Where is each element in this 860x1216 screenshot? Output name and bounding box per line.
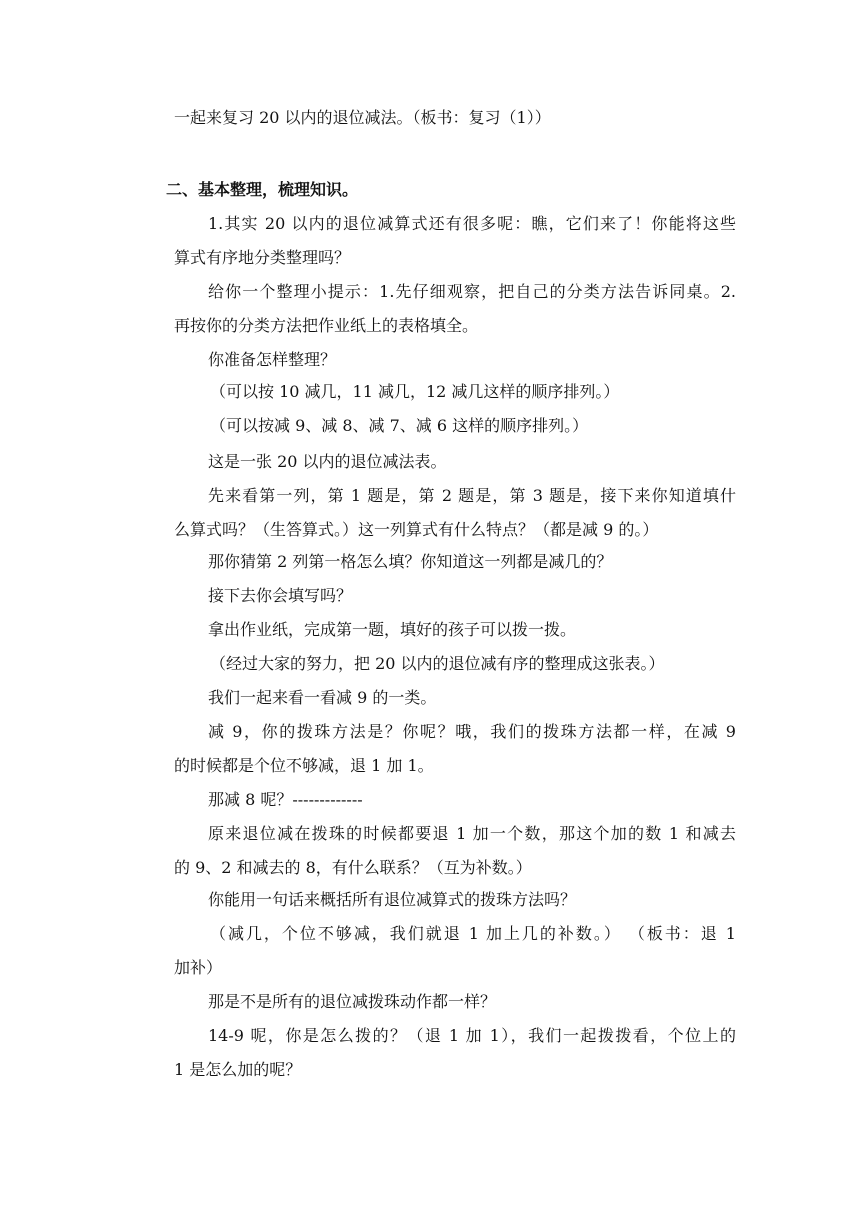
paragraph-line: 我们一起来看一看减 9 的一类。 — [208, 688, 437, 707]
paragraph-line: 给你一个整理小提示：1.先仔细观察，把自己的分类方法告诉同桌。2. — [208, 282, 736, 301]
paragraph-line: 那减 8 呢？------------- — [208, 790, 363, 809]
paragraph-line: 14-9 呢，你是怎么拨的？（退 1 加 1），我们一起拨拨看，个位上的 — [208, 1026, 736, 1045]
paragraph-line: 减 9，你的拨珠方法是？你呢？哦，我们的拨珠方法都一样，在减 9 — [208, 722, 736, 741]
paragraph-line: 接下去你会填写吗？ — [208, 586, 353, 605]
paragraph-line: 的时候都是个位不够减，退 1 加 1。 — [174, 756, 434, 775]
paragraph-line: 这是一张 20 以内的退位减法表。 — [208, 452, 447, 471]
section-heading: 二、基本整理，梳理知识。 — [166, 180, 359, 199]
paragraph-line: 那你猜第 2 列第一格怎么填？你知道这一列都是减几的？ — [208, 552, 613, 571]
paragraph-line: 再按你的分类方法把作业纸上的表格填全。 — [174, 316, 479, 335]
paragraph-line: 加补） — [174, 958, 223, 977]
paragraph-line: 你能用一句话来概括所有退位减算式的拨珠方法吗？ — [208, 890, 577, 909]
paragraph-line: 一起来复习 20 以内的退位减法。（板书：复习（1）） — [174, 108, 551, 127]
paragraph-line: 先来看第一列，第 1 题是，第 2 题是，第 3 题是，接下来你知道填什 — [208, 486, 736, 505]
paragraph-line: 那是不是所有的退位减拨珠动作都一样？ — [208, 992, 497, 1011]
paragraph-line: 拿出作业纸，完成第一题，填好的孩子可以拨一拨。 — [208, 620, 577, 639]
paragraph-line: 1.其实 20 以内的退位减算式还有很多呢：瞧，它们来了！你能将这些 — [208, 214, 736, 233]
paragraph-line: （减几，个位不够减，我们就退 1 加上几的补数。） （板书：退 1 — [210, 924, 736, 943]
paragraph-line: 原来退位减在拨珠的时候都要退 1 加一个数，那这个加的数 1 和减去 — [208, 824, 736, 843]
paragraph-line: （可以按 10 减几，11 减几，12 减几这样的顺序排列。） — [210, 382, 620, 401]
paragraph-line: （经过大家的努力，把 20 以内的退位减有序的整理成这张表。） — [210, 654, 665, 673]
paragraph-line: 算式有序地分类整理吗？ — [174, 248, 351, 267]
paragraph-line: 1 是怎么加的呢？ — [174, 1060, 302, 1079]
paragraph-line: 你准备怎样整理？ — [208, 350, 337, 369]
paragraph-line: （可以按减 9、减 8、减 7、减 6 这样的顺序排列。） — [210, 416, 589, 435]
paragraph-line: 的 9、2 和减去的 8，有什么联系？（互为补数。） — [174, 858, 532, 877]
paragraph-line: 么算式吗？（生答算式。）这一列算式有什么特点？（都是减 9 的。） — [174, 520, 659, 539]
